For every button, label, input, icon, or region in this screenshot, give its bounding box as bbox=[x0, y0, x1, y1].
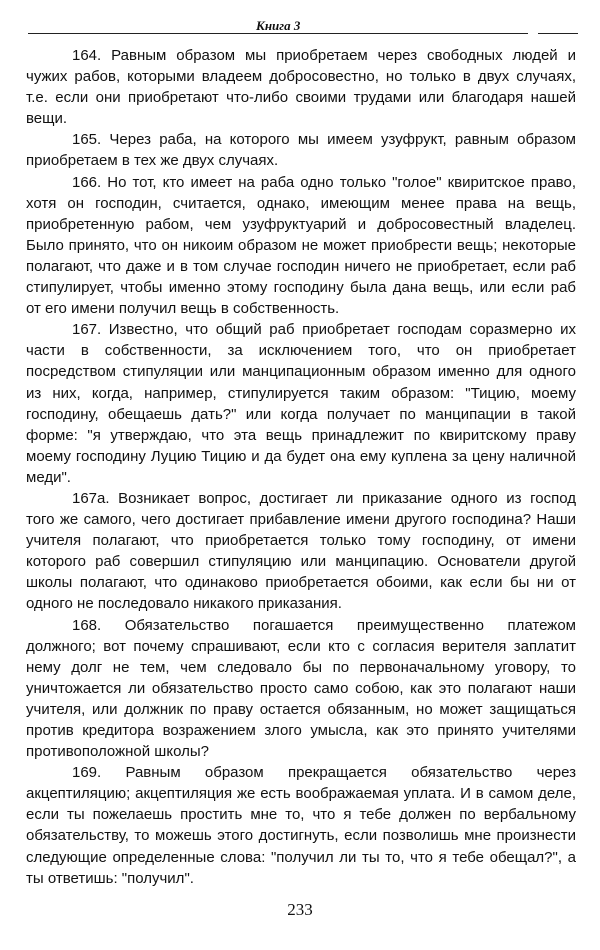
text-line: т.е. если они приобретают что-либо своими трудами или благодаря нашей bbox=[26, 89, 576, 107]
text-line: 169. Равным образом прекращается обязательство через bbox=[72, 764, 576, 782]
text-line: от его имени получил вещь в собственность. bbox=[26, 300, 340, 318]
text-line: 164. Равным образом мы приобретаем через свободных людей и bbox=[72, 47, 576, 64]
paragraph bbox=[26, 615, 576, 763]
text-line: 167. Известно, что общий раб приобретает господам соразмерно их bbox=[72, 321, 576, 339]
text-line: одного не последовало никакого приказания. bbox=[26, 595, 342, 613]
text-line: школы полагают, что одинаково приобретается обоими, как если бы ни от bbox=[26, 574, 576, 592]
text-line: 165. Через раба, на которого мы имеем узуфрукт, равным образом bbox=[72, 131, 576, 149]
text-line: 166. Но тот, кто имеет на раба одно только "голое" квиритское право, bbox=[72, 173, 576, 191]
text-line: 167а. Возникает вопрос, достигает ли приказание одного из господ bbox=[72, 489, 576, 507]
page-number: 233 bbox=[287, 900, 313, 919]
text-line: нему долг не тем, чем следовало бы по первоначальному уговору, то bbox=[26, 658, 576, 676]
text-line: вещи. bbox=[26, 110, 68, 128]
paragraph bbox=[26, 172, 576, 320]
text-line: приобретаем в тех же двух случаях. bbox=[26, 152, 279, 170]
running-header bbox=[0, 18, 600, 38]
text-line: акцептиляцию; акцептиляция же есть воображаемая уплата. И в самом деле, bbox=[26, 785, 576, 803]
paragraph bbox=[26, 319, 576, 488]
text-line: того же самого, чего достигает прибавление имени другого господина? Наши bbox=[26, 511, 576, 529]
text-line: господину, обещаешь дать?" или когда получает по манципации в такой bbox=[26, 405, 576, 423]
body-text bbox=[26, 45, 576, 889]
text-line: которого раб совершил стипуляцию или манципацию. Основатели другой bbox=[26, 553, 576, 571]
header-title: Книга 3 bbox=[256, 18, 301, 33]
text-line: меди". bbox=[26, 468, 71, 486]
paragraph bbox=[26, 488, 576, 615]
text-line: части в собственности, за исключением того, что он приобретает bbox=[26, 342, 576, 360]
text-line: посредством стипуляции или манципационным образом именно для одного bbox=[26, 363, 576, 381]
text-line: учителя, или должник по праву остается обязанным, но может защищаться bbox=[26, 700, 576, 718]
text-line: форме: "я утверждаю, что эта вещь принадлежит по квиритскому праву bbox=[26, 426, 576, 444]
text-line: стипулирует, чтобы именно этому господину была дана вещь, или если раб bbox=[26, 279, 576, 297]
paragraph bbox=[26, 45, 576, 129]
header-rule-short bbox=[538, 33, 578, 34]
paragraph bbox=[26, 129, 576, 171]
text-line: против кредитора возражением злого умысла, как это принято учителями bbox=[26, 722, 576, 739]
text-line: приобретенную рабом, чем узуфруктуарий и добросовестный владелец. bbox=[26, 215, 576, 233]
text-line: моему господину Луцию Тицию и да будет она ему куплена за цену наличной bbox=[26, 447, 576, 465]
text-line: учителя полагают, что приобретается только тому господину, от имени bbox=[26, 532, 576, 550]
text-line: если ты пожелаешь простить мне то, что я тебе должен по вербальному bbox=[26, 806, 576, 824]
text-line: хотя он господин, считается, однако, имеющим менее права на вещь, bbox=[26, 194, 576, 212]
text-line: из них, когда, например, стипулируется таким образом: "Тицию, моему bbox=[26, 384, 576, 402]
text-line: должного; вот почему спрашивают, если кто с согласия верителя заплатит bbox=[26, 637, 576, 655]
text-line: чужих рабов, которыми владеем добросовестно, но только в двух случаях, bbox=[26, 68, 576, 86]
text-line: уничтожается ли обязательство просто само собою, как это полагают наши bbox=[26, 679, 576, 697]
text-line: обязательству, то можешь этого достигнуть, если позволишь мне произнести bbox=[26, 827, 576, 845]
text-line: следующие определенные слова: "получил ли ты то, что я тебе обещал?", а bbox=[26, 848, 576, 866]
text-line: полагают, что даже и в том случае господин ничего не приобретает, если раб bbox=[26, 257, 576, 275]
text-line: ты ответишь: "получил". bbox=[26, 869, 194, 887]
text-line: Было принято, что он никоим образом не может приобрести вещь; некоторые bbox=[26, 236, 576, 254]
text-line: противоположной школы? bbox=[26, 743, 209, 761]
paragraph bbox=[26, 762, 576, 889]
text-line: 168. Обязательство погашается преимущественно платежом bbox=[72, 616, 576, 634]
